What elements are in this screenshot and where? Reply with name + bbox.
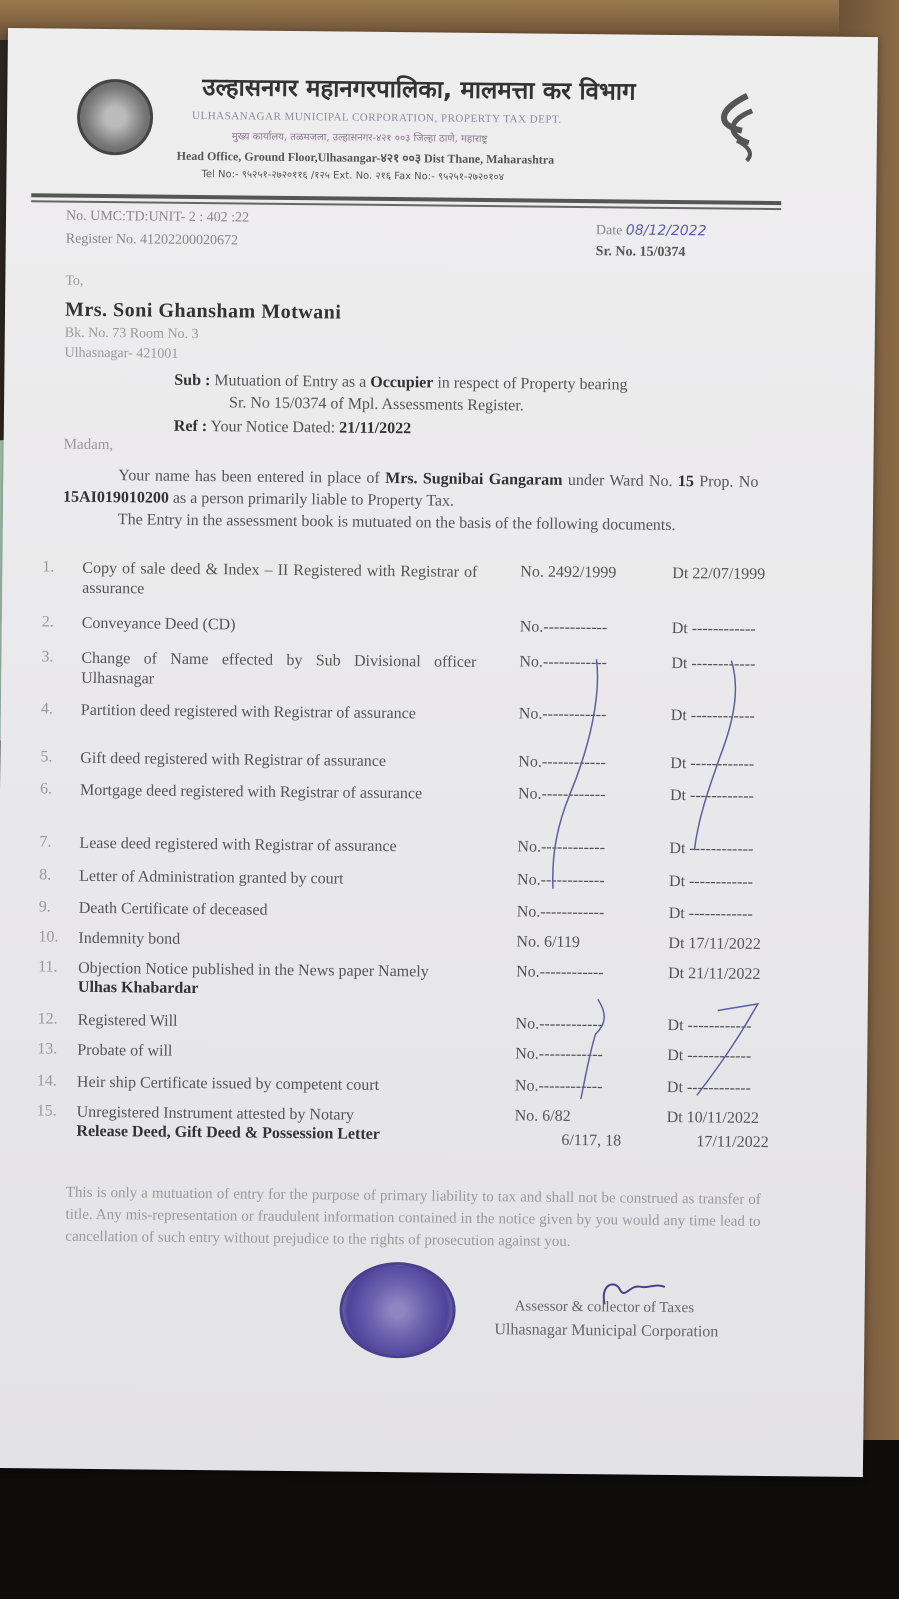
document-date: Dt ------------	[666, 1078, 751, 1097]
document-label: Partition deed registered with Registrar of assurance	[80, 701, 416, 723]
document-label: Death Certificate of deceased	[78, 899, 268, 919]
document-reg-number: No.------------	[515, 1045, 603, 1064]
document-number: 8.	[39, 866, 52, 884]
subject-line-2: Sr. No 15/0374 of Mpl. Assessments Register.	[228, 394, 524, 415]
strike-mark-3	[567, 994, 628, 1105]
document-number: 3.	[41, 648, 54, 666]
document-sublabel: Ulhas Khabardar	[77, 978, 199, 998]
document-row	[41, 613, 782, 638]
corporation-seal-stamp	[339, 1262, 456, 1359]
document-number: 4.	[40, 700, 53, 718]
header-address-hindi: मुख्य कार्यालय, तळमजला, उल्हासनगर-४२१ ००३ जिल्हा ठाणे, महाराष्ट्र	[231, 131, 488, 146]
document-date: Dt ------------	[667, 1016, 752, 1035]
document-label: Copy of sale deed & Index – II Registered with Registrar of assurance	[82, 559, 478, 598]
document-date: Dt ------------	[671, 619, 756, 638]
ref-date: 21/11/2022	[339, 419, 412, 438]
document-label: Mortgage deed registered with Registrar of assurance	[79, 781, 423, 803]
document-row	[37, 1010, 778, 1035]
salutation: Madam,	[63, 436, 114, 454]
document-reg-number: No. 6/119	[516, 933, 580, 952]
document-label: Indemnity bond	[78, 929, 181, 948]
reference-number: No. UMC:TD:UNIT- 2 : 402 :22	[65, 208, 250, 226]
document-row	[37, 1040, 777, 1065]
document-label: Probate of will	[77, 1041, 173, 1060]
document-label: Change of Name effected by Sub Divisional officer Ulhasnagar	[81, 649, 477, 688]
previous-owner-name: Mrs. Sugnibai Gangaram	[385, 469, 563, 489]
document-number: 6.	[39, 780, 53, 798]
document-reg-number: No.------------	[518, 753, 606, 772]
ref-label: Ref :	[173, 417, 208, 436]
strike-mark-2	[679, 655, 761, 856]
document-row	[40, 700, 781, 725]
document-date: Dt ------------	[670, 754, 755, 773]
document-number: 5.	[40, 748, 53, 766]
strike-mark-1	[539, 654, 622, 895]
document-reg-number: No. 2492/1999	[520, 563, 617, 582]
register-number: Register No. 41202200020672	[65, 231, 239, 249]
subject-line: Sub : Mutuation of Entry as a Occupier in respect of Property bearing	[174, 371, 628, 394]
document-reg-number: No.------------	[514, 1077, 603, 1096]
document-date: Dt ------------	[669, 872, 754, 891]
document-page	[0, 28, 878, 1477]
document-row	[39, 866, 779, 891]
document-reg-number: No.------------	[516, 903, 605, 922]
document-row	[36, 1072, 777, 1097]
subject-label: Sub :	[174, 371, 211, 390]
document-label: Objection Notice published in the News paper Namely	[78, 959, 429, 981]
document-row	[41, 648, 782, 688]
document-row	[42, 558, 782, 598]
document-reg-number: No. 6/82	[514, 1107, 571, 1125]
document-reg-number: No.------------	[517, 785, 606, 804]
strike-mark-4	[687, 995, 778, 1106]
document-label: Heir ship Certificate issued by competent court	[76, 1073, 380, 1094]
document-date: Dt ------------	[671, 654, 756, 673]
document-label: Registered Will	[77, 1011, 178, 1030]
corporation-emblem-icon	[77, 79, 154, 156]
document-label: Gift deed registered with Registrar of assurance	[80, 749, 387, 770]
signatory-organization: Ulhasnagar Municipal Corporation	[494, 1321, 719, 1341]
document-label: Lease deed registered with Registrar of assurance	[79, 834, 397, 856]
header-title-english: ULHASANAGAR MUNICIPAL CORPORATION, PROPERTY TAX DEPT.	[192, 109, 562, 126]
date-value: 08/12/2022	[625, 222, 707, 240]
document-date-2: 17/11/2022	[696, 1133, 769, 1152]
property-tax-logo-icon	[707, 90, 768, 166]
document-reg-number: No.------------	[519, 618, 608, 637]
addressee-name: Mrs. Soni Ghansham Motwani	[64, 298, 342, 324]
document-date: Dt 17/11/2022	[668, 934, 761, 953]
date-label: Date	[595, 223, 623, 239]
document-date: Dt ------------	[669, 786, 755, 805]
document-number: 7.	[39, 833, 52, 851]
document-number: 1.	[42, 558, 55, 576]
document-number: 15.	[36, 1102, 57, 1120]
document-reg-number: No.------------	[516, 963, 604, 982]
document-reg-number: No.------------	[519, 653, 607, 672]
disclaimer-text: This is only a mutuation of entry for the purpose of primary liability to tax and shall not be construed as transfer of title. Any mis-representation or fraudulent information contained in the notice given by you would any time lead to cancellation of such entry without prejudice to the rights of prosecution against you.	[65, 1184, 761, 1250]
document-reg-number: No.------------	[517, 871, 605, 890]
document-row	[39, 780, 780, 805]
document-number: 12.	[37, 1010, 58, 1028]
document-label: Unregistered Instrument attested by Notary	[76, 1103, 354, 1124]
document-sublabel: Release Deed, Gift Deed & Possession Letter	[76, 1122, 381, 1143]
paragraph-documents: The Entry in the assessment book is mutuated on the basis of the following documents.	[117, 511, 676, 535]
reference-line: Ref : Your Notice Dated: 21/11/2022	[173, 417, 412, 438]
document-row	[39, 833, 780, 858]
document-number: 14.	[36, 1072, 58, 1090]
to-label: To,	[65, 273, 84, 289]
document-reg-number: No.------------	[515, 1015, 604, 1034]
document-number: 11.	[38, 958, 58, 976]
document-number: 13.	[37, 1040, 58, 1058]
document-date: Dt ------------	[670, 706, 755, 725]
document-number: 2.	[41, 613, 54, 631]
document-date: Dt ------------	[669, 839, 754, 858]
signatory-designation: Assessor & collector of Taxes	[514, 1298, 695, 1317]
paragraph-entry: Your name has been entered in place of Mrs. Sugnibai Gangaram under Ward No. 15 Prop. No 15AI019010200 as a person primarily liable to Property Tax.	[63, 467, 759, 510]
document-label: Letter of Administration granted by court	[79, 867, 344, 888]
addressee-line-2: Ulhasnagar- 421001	[64, 345, 179, 362]
document-row	[40, 748, 780, 773]
header-address-english: Head Office, Ground Floor,Ulhasangar-४२१ ००३ Dist Thane, Maharashtra	[176, 148, 555, 167]
header-title-hindi: उल्हासनगर महानगरपालिका, मालमत्ता कर विभाग	[202, 73, 636, 106]
document-date: Dt 21/11/2022	[668, 964, 761, 983]
document-row	[38, 958, 778, 998]
addressee-line-1: Bk. No. 73 Room No. 3	[64, 325, 199, 343]
occupier-term: Occupier	[370, 373, 434, 392]
document-date: Dt 10/11/2022	[666, 1108, 760, 1127]
property-number: 15AI019010200	[63, 488, 169, 507]
document-number: 9.	[38, 898, 51, 916]
document-label: Conveyance Deed (CD)	[81, 614, 236, 634]
document-row	[38, 898, 779, 923]
date-line	[596, 222, 707, 240]
document-row	[36, 1102, 777, 1152]
document-reg-number: No.------------	[517, 838, 606, 857]
document-date: Dt ------------	[667, 1046, 752, 1065]
document-date: Dt ------------	[668, 904, 753, 923]
header-telephone: Tel No:- ९५२५१-२७२०११६ /१२५ Ext. No. २१६ Fax No:- ९५२५१-२७२०१०४	[201, 169, 505, 184]
document-reg-number: No.------------	[518, 705, 607, 724]
document-date: Dt 22/07/1999	[672, 564, 766, 583]
document-row	[38, 928, 779, 953]
document-reg-number-2: 6/117, 18	[561, 1131, 622, 1150]
serial-number: Sr. No. 15/0374	[595, 244, 686, 261]
document-number: 10.	[38, 928, 59, 946]
